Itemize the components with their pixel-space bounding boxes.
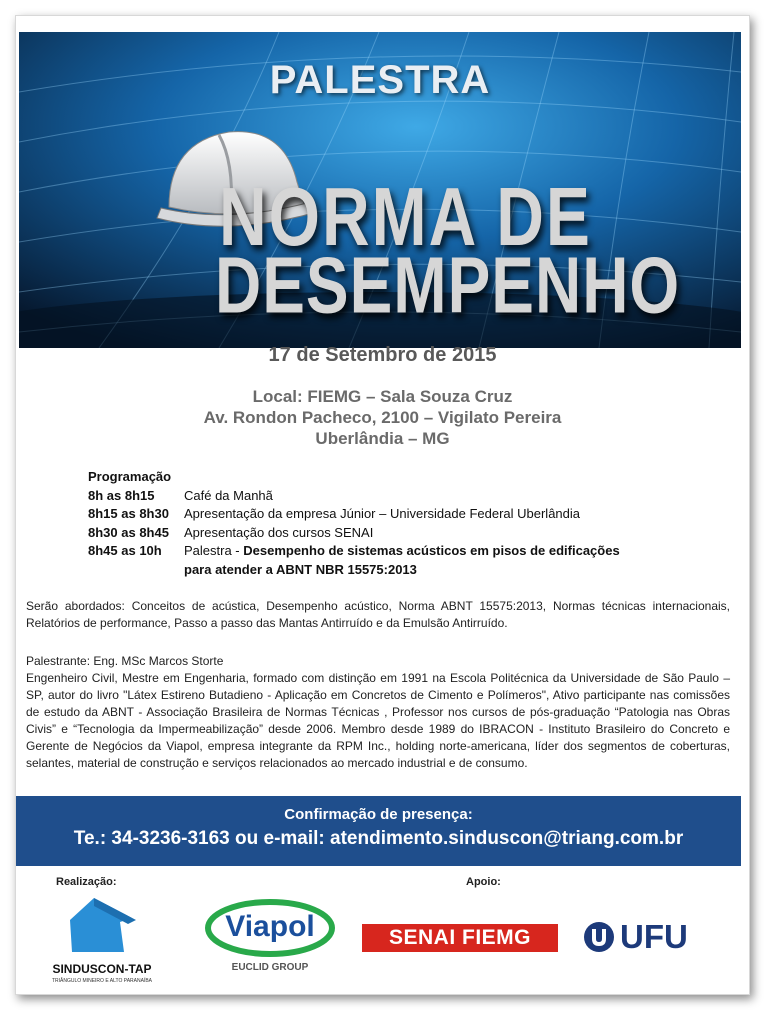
program-time: 8h15 as 8h30	[88, 506, 169, 521]
program-item-continuation	[88, 561, 620, 580]
ufu-emblem-icon	[582, 920, 616, 954]
event-date: 17 de Setembro de 2015	[268, 344, 497, 366]
flyer-sheet	[15, 15, 750, 995]
program-desc: Apresentação da empresa Júnior – Universidade Federal Uberlândia	[184, 506, 581, 521]
realizacao-label: Realização:	[56, 876, 117, 888]
apoio-label: Apoio:	[466, 876, 501, 888]
program-desc-bold2: para atender a ABNT NBR 15575:2013	[184, 561, 417, 577]
viapol-subtitle: EUCLID GROUP	[231, 962, 309, 973]
house-icon	[32, 892, 172, 962]
confirmation-contact: Te.: 34-3236-3163 ou e-mail: atendimento.sinduscon@triang.com.br	[73, 828, 684, 849]
banner-title-line2: DESEMPENHO	[215, 240, 681, 330]
program-schedule	[88, 468, 620, 579]
speaker-bio	[26, 653, 730, 772]
ufu-name: UFU	[620, 918, 688, 955]
sinduscon-name: SINDUSCON-TAP	[52, 962, 152, 976]
topics-paragraph: Serão abordados: Conceitos de acústica, Desempenho acústico, Norma ABNT 15575:2013, Normas técnicas internacionais, Relatórios de performance, Passo a passo das Mantas Antirruído e da Emulsão Antirruído.	[26, 599, 730, 630]
event-banner	[19, 32, 741, 348]
ufu-logo	[582, 920, 722, 954]
sinduscon-logo	[32, 892, 172, 990]
program-desc-prefix: Palestra -	[184, 543, 244, 558]
location-line1: Local: FIEMG – Sala Souza Cruz	[252, 387, 513, 406]
senai-fiemg-logo: SENAI FIEMG	[362, 924, 558, 952]
viapol-name: Viapol	[225, 910, 315, 943]
program-item	[88, 524, 620, 543]
confirmation-heading: Confirmação de presença:	[284, 806, 473, 823]
program-item	[88, 505, 620, 524]
confirmation-bar	[16, 796, 741, 866]
banner-title-palestra: PALESTRA	[269, 58, 491, 102]
location-line2: Av. Rondon Pacheco, 2100 – Vigilato Pereira	[203, 408, 562, 427]
program-desc-bold: Desempenho de sistemas acústicos em pisos de edificações	[243, 543, 620, 558]
program-item	[88, 487, 620, 506]
program-heading: Programação	[88, 469, 172, 484]
sinduscon-subtitle: TRIÂNGULO MINEIRO E ALTO PARANAÍBA	[51, 978, 153, 984]
program-time: 8h as 8h15	[88, 487, 155, 503]
program-time: 8h30 as 8h45	[88, 524, 169, 540]
event-location	[16, 386, 749, 449]
program-desc: Café da Manhã	[184, 487, 273, 503]
speaker-bio-text: Engenheiro Civil, Mestre em Engenharia, formado com distinção em 1991 na Escola Politécnica da Universidade de São Paulo – SP, autor do livro "Látex Estireno Butadieno - Aplicação em Concretos de Cimento e Polímeros", Ativo participante nas comissões de estudo da ABNT - Associação Brasileira de Normas Técnicas , Professor nos cursos de pós-graduação “Patologia nas Obras Civis” e “Tecnologia da Impermeabilização” desde 2006. Membro desde 1989 do IBRACON - Instituto Brasileiro do Concreto e Gerente de Negócios da Viapol, empresa integrante da RPM Inc., holding norte-americana, líder dos segmentos de coberturas, selantes, material de construção e serviços relacionados ao mercado industrial e de consumo.	[26, 671, 730, 770]
program-desc: Apresentação dos cursos SENAI	[184, 524, 374, 540]
viapol-logo	[204, 898, 336, 978]
program-item	[88, 542, 620, 561]
program-desc	[184, 542, 620, 561]
speaker-title: Palestrante: Eng. MSc Marcos Storte	[26, 654, 224, 668]
program-time: 8h45 as 10h	[88, 543, 162, 558]
banner-title-line1: NORMA DE	[219, 169, 592, 263]
location-line3: Uberlândia – MG	[315, 429, 450, 448]
